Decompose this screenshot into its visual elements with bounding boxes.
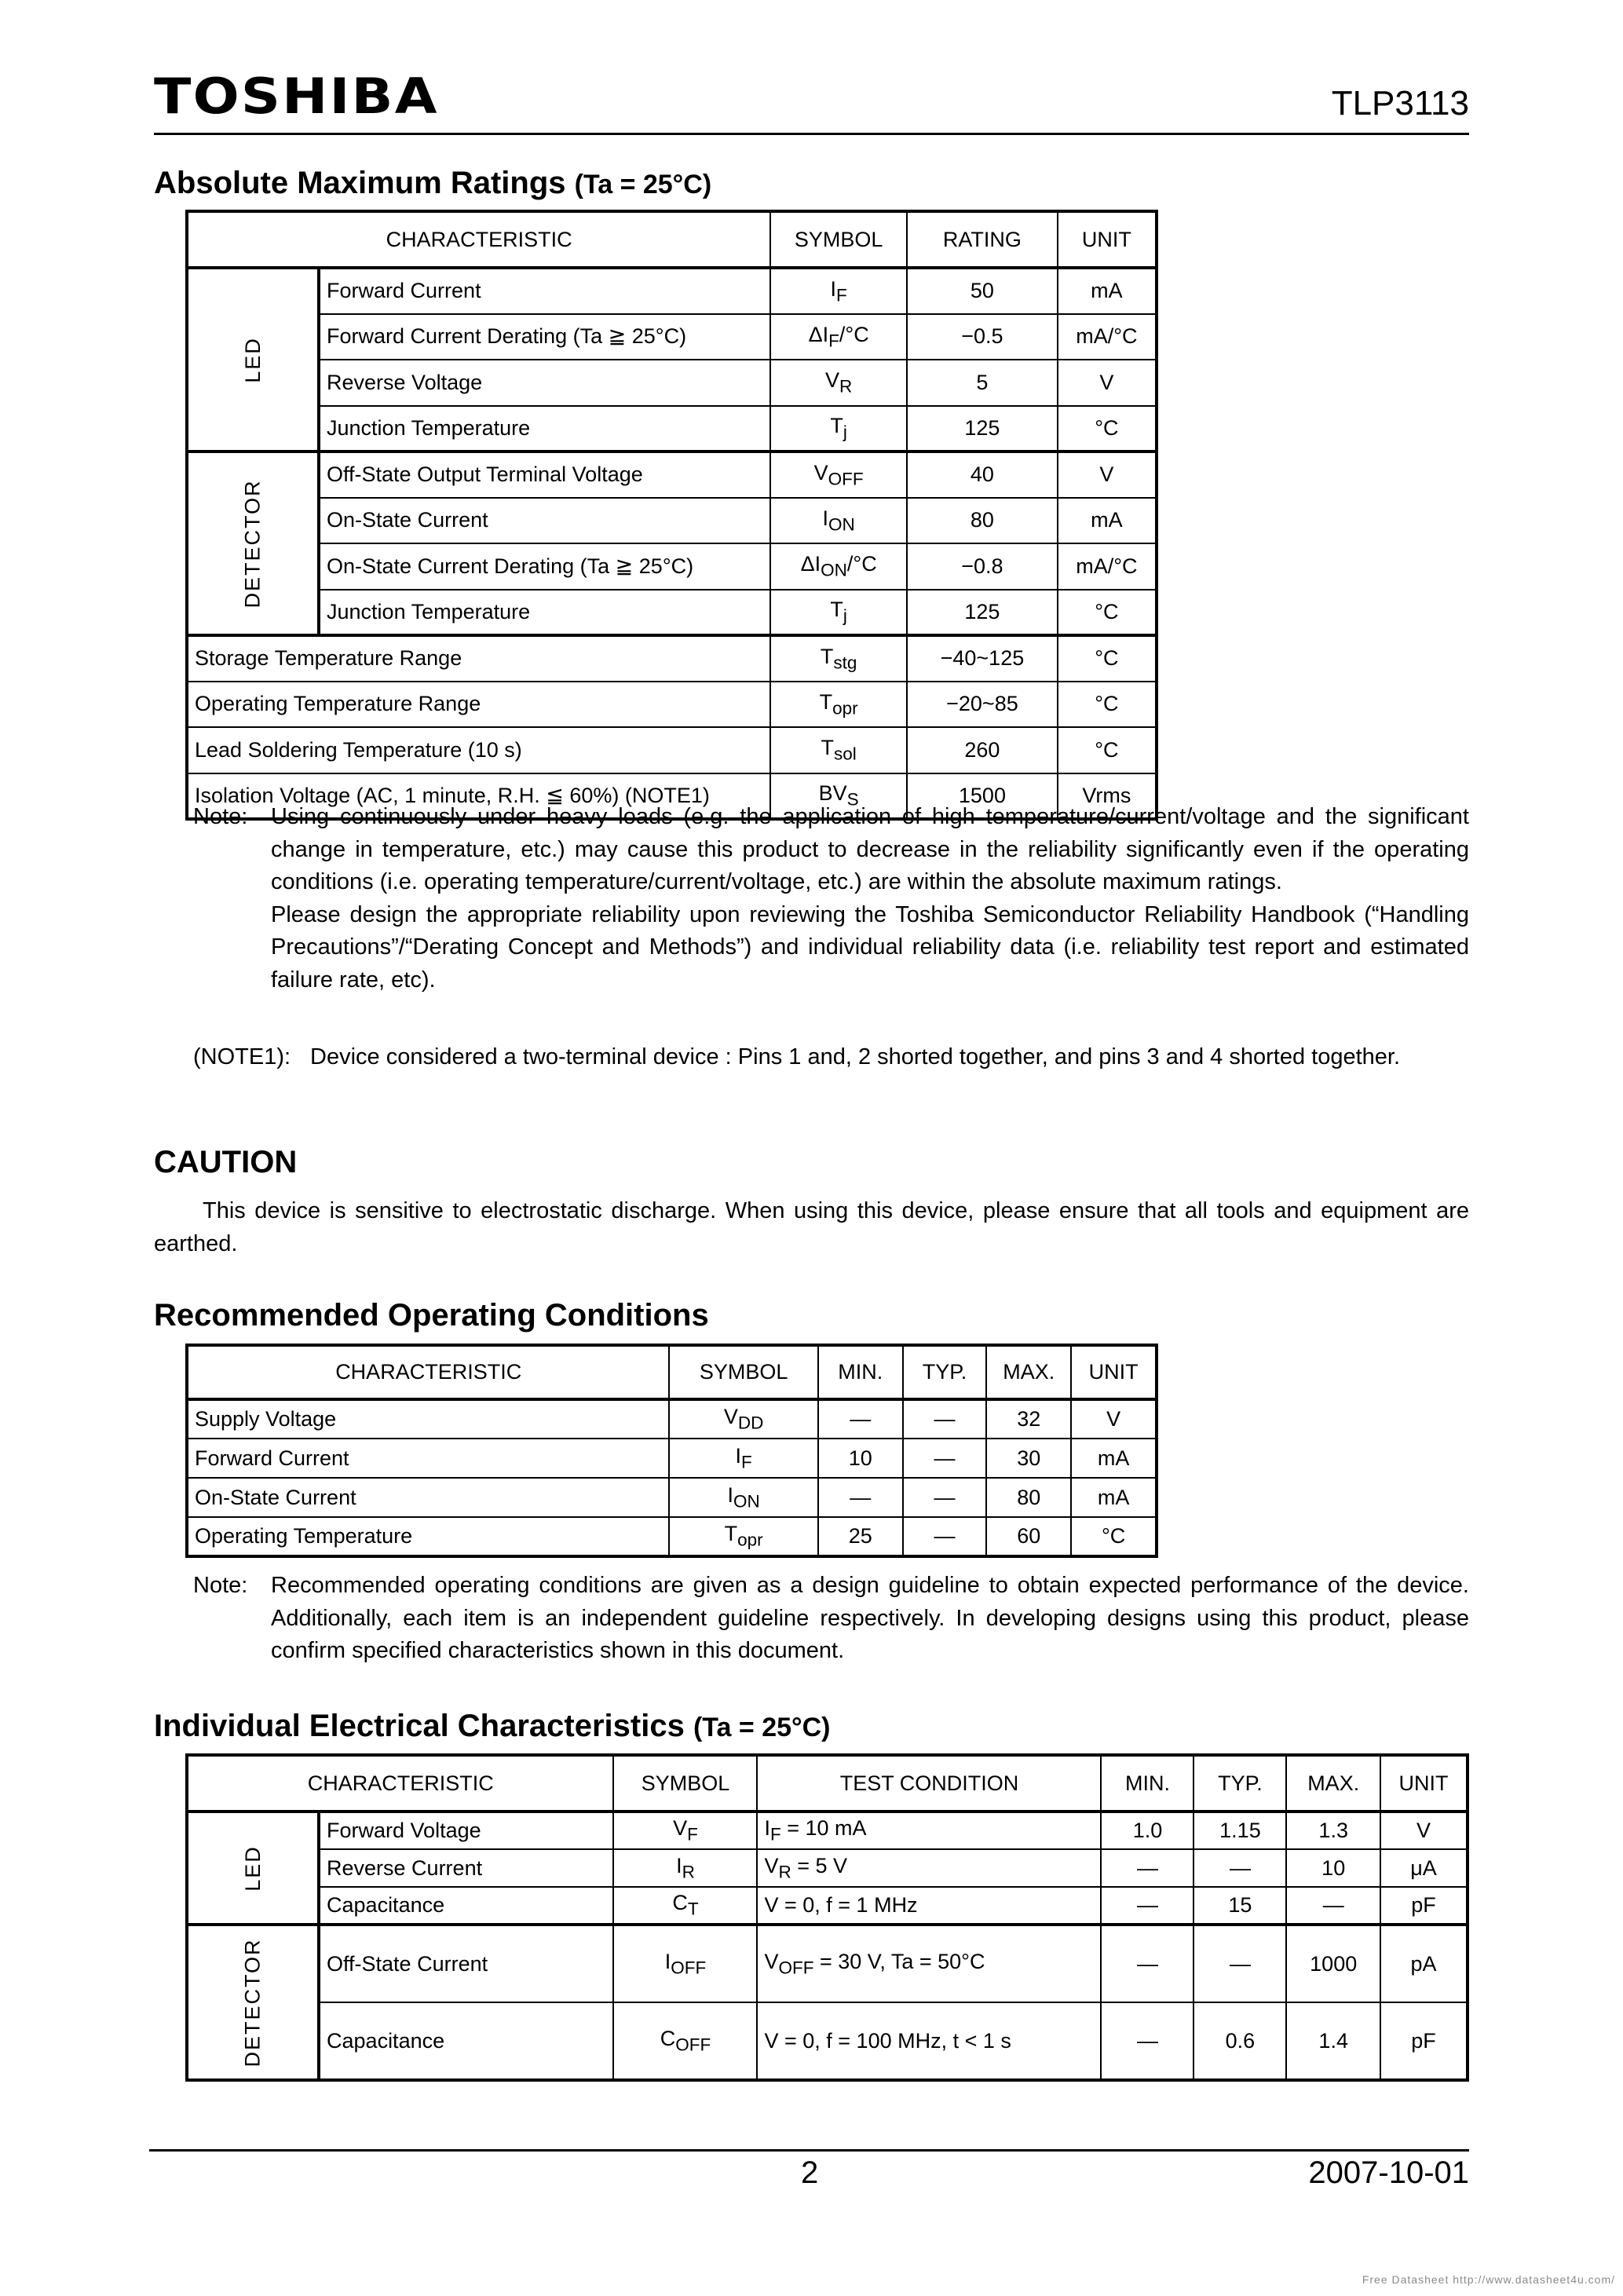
led-group-cell (187, 1812, 319, 1925)
symbol-suffix: /°C (839, 322, 869, 346)
max-cell: 30 (986, 1439, 1071, 1478)
condition-subscript: OFF (778, 1958, 814, 1978)
iec-title: Individual Electrical Characteristics (154, 1709, 685, 1743)
characteristic-cell: On-State Current (319, 498, 770, 544)
iec-row (187, 1887, 1468, 1925)
characteristic-cell: Forward Current (187, 1439, 669, 1478)
typ-cell: ― (1193, 1925, 1286, 2002)
roc-row (187, 1478, 1157, 1517)
typ-cell: 0.6 (1193, 2002, 1286, 2080)
amr-note-paragraph-1: Using continuously under heavy loads (e.g. the application of high temperature/current/voltage and the significant change in temperature, etc.) may cause this product to decrease in the reliability significantly even if the operating conditions (i.e. operating temperature/current/voltage, etc.) are within the absolute maximum ratings. (271, 804, 1469, 894)
unit-cell: °C (1071, 1517, 1157, 1556)
condition-text: V (764, 1949, 779, 1973)
detector-group-label: DETECTOR (240, 1937, 265, 2067)
iec-row (187, 1849, 1468, 1887)
amr-row (187, 406, 1157, 452)
condition-text: V = 0, f = 100 MHz, t < 1 s (764, 2028, 1011, 2053)
characteristic-cell: Supply Voltage (187, 1399, 669, 1439)
symbol-subscript: R (682, 1862, 695, 1882)
min-cell: ― (818, 1478, 903, 1517)
symbol-base: ΔI (808, 322, 829, 346)
roc-heading (154, 1300, 709, 1331)
unit-cell: V (1380, 1812, 1468, 1849)
iec-col-unit: UNIT (1380, 1755, 1468, 1812)
characteristic-cell: On-State Current Derating (Ta ≧ 25°C) (319, 543, 770, 590)
roc-title: Recommended Operating Conditions (154, 1298, 709, 1333)
rating-cell: −0.8 (907, 543, 1058, 590)
unit-cell: mA (1071, 1478, 1157, 1517)
symbol-cell (669, 1478, 818, 1517)
unit-cell: pA (1380, 1925, 1468, 2002)
toshiba-logo: TOSHIBA (154, 68, 439, 125)
iec-row (187, 2002, 1468, 2080)
characteristic-cell: Operating Temperature Range (187, 682, 770, 728)
test-condition-cell (757, 1887, 1101, 1925)
amr-row (187, 268, 1157, 314)
amr-row (187, 635, 1157, 682)
symbol-base: T (830, 414, 843, 438)
symbol-subscript: j (843, 422, 847, 442)
iec-col-max: MAX. (1286, 1755, 1380, 1812)
rating-cell: −0.5 (907, 314, 1058, 360)
iec-condition: (Ta = 25°C) (693, 1713, 831, 1742)
detector-group-cell (187, 452, 319, 635)
symbol-subscript: ON (821, 560, 847, 580)
condition-subscript: F (770, 1824, 781, 1844)
detector-group-cell (187, 1925, 319, 2080)
roc-col-unit: UNIT (1071, 1345, 1157, 1399)
amr-row (187, 314, 1157, 360)
symbol-subscript: ON (828, 514, 855, 534)
symbol-subscript: S (846, 789, 859, 810)
symbol-cell (613, 2002, 757, 2080)
iec-body (187, 1812, 1468, 2080)
iec-row (187, 1925, 1468, 2002)
condition-text-suffix: = 30 V, Ta = 50°C (813, 1949, 985, 1973)
iec-row (187, 1812, 1468, 1849)
unit-cell: mA/°C (1058, 543, 1157, 590)
rating-cell: −40~125 (907, 635, 1058, 682)
condition-text: V = 0, f = 1 MHz (764, 1893, 918, 1917)
symbol-cell (770, 268, 907, 314)
header-rule (154, 133, 1469, 135)
roc-col-symbol: SYMBOL (669, 1345, 818, 1399)
amr-note1-label: (NOTE1): (193, 1044, 291, 1069)
iec-col-characteristic: CHARACTERISTIC (187, 1755, 613, 1812)
typ-cell: ― (903, 1399, 987, 1439)
unit-cell: V (1058, 360, 1157, 406)
characteristic-cell: Operating Temperature (187, 1517, 669, 1556)
caution-heading: CAUTION (154, 1145, 298, 1179)
unit-cell: °C (1058, 727, 1157, 773)
amr-col-symbol: SYMBOL (770, 211, 907, 268)
led-group-label: LED (240, 1844, 265, 1892)
symbol-cell (613, 1925, 757, 2002)
max-cell: 1.3 (1286, 1812, 1380, 1849)
amr-col-rating: RATING (907, 211, 1058, 268)
unit-cell: mA (1071, 1439, 1157, 1478)
led-group-cell (187, 268, 319, 452)
symbol-base: I (830, 276, 837, 301)
symbol-base: I (735, 1443, 742, 1468)
typ-cell: ― (903, 1478, 987, 1517)
characteristic-cell: Forward Voltage (319, 1812, 613, 1849)
condition-text-suffix: = 10 mA (780, 1816, 867, 1841)
amr-row (187, 452, 1157, 498)
unit-cell: °C (1058, 406, 1157, 452)
amr-note-paragraph-2: Please design the appropriate reliability upon reviewing the Toshiba Semiconductor Reliability Handbook (“Handling Precautions”/“Derating Concept and Methods”) and individual reliability data (i.e. reliability test report and estimated failure rate, etc). (271, 901, 1469, 993)
symbol-base: I (676, 1853, 682, 1877)
amr-condition: (Ta = 25°C) (574, 170, 712, 199)
symbol-base: V (813, 460, 828, 484)
unit-cell: mA (1058, 498, 1157, 544)
unit-cell: °C (1058, 590, 1157, 636)
iec-heading (154, 1710, 830, 1742)
symbol-base: ΔI (800, 552, 821, 576)
min-cell: 10 (818, 1439, 903, 1478)
min-cell: 1.0 (1101, 1812, 1193, 1849)
unit-cell: V (1058, 452, 1157, 498)
condition-text: V (764, 1853, 779, 1877)
symbol-base: I (664, 1949, 671, 1973)
typ-cell: ― (1193, 1849, 1286, 1887)
max-cell: 32 (986, 1399, 1071, 1439)
iec-table (185, 1753, 1469, 2082)
roc-note (193, 1570, 1469, 1672)
rating-cell: 5 (907, 360, 1058, 406)
characteristic-cell: Storage Temperature Range (187, 635, 770, 682)
rating-cell: −20~85 (907, 682, 1058, 728)
amr-note (193, 801, 1469, 1036)
symbol-cell (770, 727, 907, 773)
roc-row (187, 1517, 1157, 1556)
unit-cell: mA (1058, 268, 1157, 314)
symbol-subscript: stg (833, 652, 857, 672)
symbol-base: T (819, 689, 833, 714)
unit-cell: °C (1058, 635, 1157, 682)
symbol-base: C (660, 2026, 676, 2050)
roc-col-max: MAX. (986, 1345, 1071, 1399)
symbol-cell (613, 1849, 757, 1887)
characteristic-cell: Junction Temperature (319, 590, 770, 636)
test-condition-cell (757, 1925, 1101, 2002)
unit-cell: mA/°C (1058, 314, 1157, 360)
symbol-cell (613, 1887, 757, 1925)
characteristic-cell: On-State Current (187, 1478, 669, 1517)
amr-row (187, 543, 1157, 590)
symbol-subscript: DD (737, 1413, 764, 1433)
iec-col-typ: TYP. (1193, 1755, 1286, 1812)
min-cell: 25 (818, 1517, 903, 1556)
characteristic-cell: Junction Temperature (319, 406, 770, 452)
amr-header-row (187, 211, 1157, 268)
caution-text: This device is sensitive to electrostatic discharge. When using this device, please ensure that all tools and equipment are earthed. (154, 1198, 1469, 1256)
characteristic-cell: Off-State Current (319, 1925, 613, 2002)
symbol-cell (770, 590, 907, 636)
amr-table (185, 210, 1158, 821)
characteristic-cell: Capacitance (319, 2002, 613, 2080)
test-condition-cell (757, 1849, 1101, 1887)
symbol-cell (770, 314, 907, 360)
max-cell: 10 (1286, 1849, 1380, 1887)
unit-cell: μA (1380, 1849, 1468, 1887)
detector-group-label: DETECTOR (240, 478, 265, 609)
footer-rule (149, 2149, 1469, 2152)
test-condition-cell (757, 1812, 1101, 1849)
amr-note-body (271, 801, 1469, 996)
symbol-cell (770, 543, 907, 590)
roc-table (185, 1344, 1158, 1558)
rating-cell: 40 (907, 452, 1058, 498)
symbol-base: I (727, 1483, 734, 1507)
symbol-base: T (820, 644, 834, 668)
roc-header-row (187, 1345, 1157, 1399)
roc-note-text: Recommended operating conditions are given as a design guideline to obtain expected performance of the device. Additionally, each item is an independent guideline respectively. In developing designs using this product, please confirm specified characteristics shown in this document. (271, 1573, 1469, 1663)
characteristic-cell: Reverse Current (319, 1849, 613, 1887)
amr-col-unit: UNIT (1058, 211, 1157, 268)
test-condition-cell (757, 2002, 1101, 2080)
amr-note-label: Note: (193, 804, 248, 829)
amr-row (187, 727, 1157, 773)
symbol-base: C (672, 1891, 688, 1915)
amr-row (187, 498, 1157, 544)
rating-cell: 80 (907, 498, 1058, 544)
symbol-cell (770, 498, 907, 544)
footer-date: 2007-10-01 (1308, 2155, 1469, 2190)
characteristic-cell: Capacitance (319, 1887, 613, 1925)
roc-note-label: Note: (193, 1573, 248, 1598)
amr-body (187, 268, 1157, 819)
symbol-cell (613, 1812, 757, 1849)
rating-cell: 125 (907, 406, 1058, 452)
unit-cell: Vrms (1058, 773, 1157, 820)
characteristic-cell: Isolation Voltage (AC, 1 minute, R.H. ≦ 60%) (NOTE1) (187, 773, 770, 820)
amr-note1 (193, 1041, 1469, 1112)
symbol-cell (669, 1517, 818, 1556)
symbol-subscript: j (843, 605, 847, 626)
symbol-cell (770, 452, 907, 498)
characteristic-cell: Reverse Voltage (319, 360, 770, 406)
iec-header-row (187, 1755, 1468, 1812)
roc-col-typ: TYP. (903, 1345, 987, 1399)
typ-cell: ― (903, 1517, 987, 1556)
max-cell: 80 (986, 1478, 1071, 1517)
symbol-subscript: ON (733, 1491, 760, 1512)
symbol-subscript: OFF (828, 468, 864, 488)
characteristic-cell: Forward Current Derating (Ta ≧ 25°C) (319, 314, 770, 360)
unit-cell: pF (1380, 1887, 1468, 1925)
min-cell: ― (1101, 1925, 1193, 2002)
typ-cell: 1.15 (1193, 1812, 1286, 1849)
unit-cell: °C (1058, 682, 1157, 728)
unit-cell: pF (1380, 2002, 1468, 2080)
symbol-cell (770, 360, 907, 406)
iec-col-min: MIN. (1101, 1755, 1193, 1812)
typ-cell: 15 (1193, 1887, 1286, 1925)
symbol-subscript: OFF (675, 2035, 711, 2055)
max-cell: ― (1286, 1887, 1380, 1925)
symbol-base: T (821, 736, 835, 760)
rating-cell: 260 (907, 727, 1058, 773)
iec-col-symbol: SYMBOL (613, 1755, 757, 1812)
symbol-subscript: F (836, 284, 847, 305)
symbol-subscript: F (687, 1824, 698, 1844)
max-cell: 1.4 (1286, 2002, 1380, 2080)
symbol-subscript: OFF (671, 1958, 707, 1978)
iec-col-test-condition: TEST CONDITION (757, 1755, 1101, 1812)
amr-row (187, 682, 1157, 728)
symbol-base: V (825, 368, 840, 393)
symbol-suffix: /°C (846, 552, 877, 576)
symbol-cell (770, 635, 907, 682)
page-number: 2 (801, 2155, 819, 2190)
symbol-subscript: opr (832, 697, 858, 718)
symbol-base: T (830, 598, 843, 622)
rating-cell: 125 (907, 590, 1058, 636)
max-cell: 60 (986, 1517, 1071, 1556)
symbol-subscript: F (741, 1452, 752, 1472)
roc-row (187, 1399, 1157, 1439)
symbol-subscript: F (828, 330, 839, 350)
amr-heading (154, 167, 711, 199)
characteristic-cell: Off-State Output Terminal Voltage (319, 452, 770, 498)
unit-cell: V (1071, 1399, 1157, 1439)
min-cell: ― (1101, 1887, 1193, 1925)
roc-col-characteristic: CHARACTERISTIC (187, 1345, 669, 1399)
rating-cell: 1500 (907, 773, 1058, 820)
symbol-cell (770, 406, 907, 452)
symbol-subscript: sol (834, 744, 857, 764)
rating-cell: 50 (907, 268, 1058, 314)
roc-row (187, 1439, 1157, 1478)
symbol-base: V (673, 1816, 688, 1841)
led-group-label: LED (240, 336, 265, 383)
symbol-base: I (822, 506, 829, 530)
min-cell: ― (1101, 1849, 1193, 1887)
condition-subscript: R (778, 1862, 791, 1882)
roc-body (187, 1399, 1157, 1556)
typ-cell: ― (903, 1439, 987, 1478)
symbol-base: V (723, 1405, 738, 1429)
min-cell: ― (1101, 2002, 1193, 2080)
symbol-base: BV (818, 781, 847, 806)
amr-col-characteristic: CHARACTERISTIC (187, 211, 770, 268)
amr-title: Absolute Maximum Ratings (154, 166, 566, 200)
amr-row (187, 360, 1157, 406)
amr-row (187, 590, 1157, 636)
min-cell: ― (818, 1399, 903, 1439)
max-cell: 1000 (1286, 1925, 1380, 2002)
roc-col-min: MIN. (818, 1345, 903, 1399)
symbol-cell (669, 1399, 818, 1439)
symbol-cell (669, 1439, 818, 1478)
symbol-subscript: opr (737, 1530, 763, 1550)
symbol-subscript: T (687, 1899, 699, 1919)
symbol-base: T (724, 1522, 738, 1546)
characteristic-cell: Forward Current (319, 268, 770, 314)
watermark: Free Datasheet http://www.datasheet4u.com/ (1362, 2273, 1615, 2286)
condition-text: I (764, 1816, 770, 1841)
part-number: TLP3113 (1331, 84, 1469, 122)
characteristic-cell: Lead Soldering Temperature (10 s) (187, 727, 770, 773)
symbol-subscript: R (839, 376, 853, 397)
symbol-cell (770, 682, 907, 728)
condition-text-suffix: = 5 V (791, 1853, 848, 1877)
amr-note1-text: Device considered a two-terminal device : Pins 1 and, 2 shorted together, and pins 3 and 4 shorted together. (310, 1044, 1401, 1069)
